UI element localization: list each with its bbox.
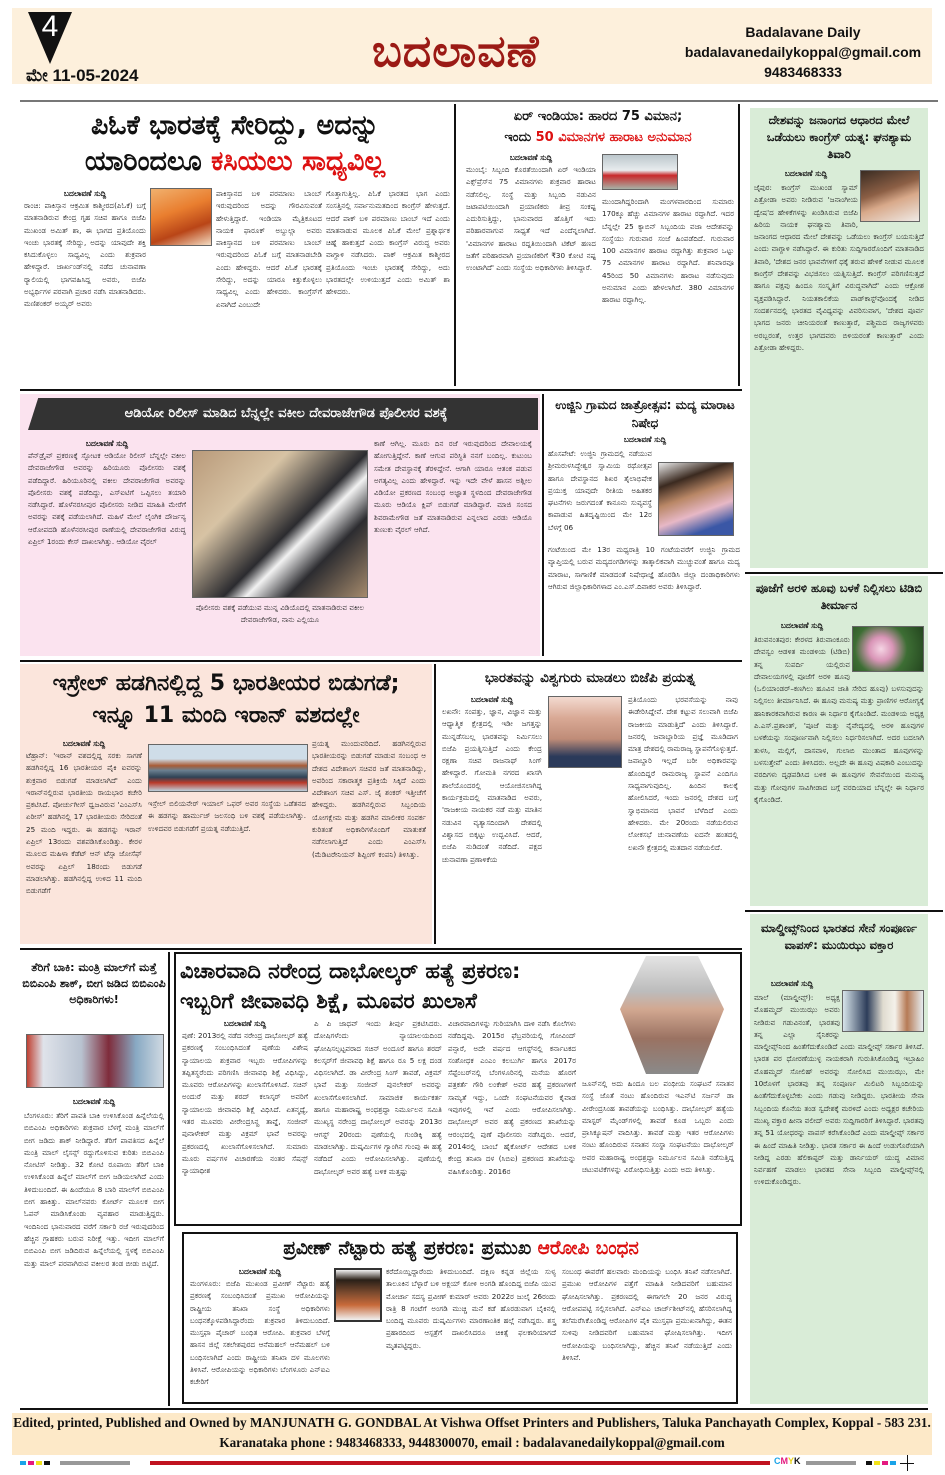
article-body: ಇಸ್ರೇಲ್ ಬಿಲಿಯನೇರ್ ಇಯಾಲ್ ಒಫರ್ ಅವರ ಸಂಸ್ಥೆಯ ಒಡೆತನದ ಈ ಹಡಗನ್ನು ಹಾರ್ಮುಜ್ ಜಲಸಂಧಿ ಬಳಿ ವಶಕ್ಕೆ ಪಡೆಯಲಾಗಿತ್ತು. ಉಳಿದವರ ಬಿಡುಗಡೆಗೆ ಪ್ರಯತ್ನ ನಡೆಯುತ್ತಿದೆ.: [148, 799, 306, 833]
column-rule: [745, 910, 943, 912]
article-body: ಕರೆದೊಯ್ದಿದ್ದಾರೆಂದು ತಿಳಿದುಬಂದಿದೆ. ದಕ್ಷಿಣ ಕನ್ನಡ ಜಿಲ್ಲೆಯ ಸುಳ್ಯ ತಾಲೂಕಿನ ಬೆಳ್ಳಾರೆ ಬಳಿ ಅಕ್ಷಯ್ ಕೋಳಿ ಅಂಗಡಿ ಹೊಂದಿದ್ದ ಬಿಜೆಪಿ ಯುವ ಮೋರ್ಚಾ ಸದಸ್ಯ ಪ್ರವೀಣ್ ಕುಮಾರ್ ಅವರು 2022ರ ಜುಲೈ 26ರಂದು ರಾತ್ರಿ 8 ಗಂಟೆಗೆ ಅಂಗಡಿ ಮುಚ್ಚಿ ಮನೆ ಕಡೆ ಹೊರಡುವಾಗ ಬೈಕಿನಲ್ಲಿ ಬಂದಿದ್ದ ಮೂವರು ದುಷ್ಕರ್ಮಿಗಳು ಮಾರಣಾಂತಿಕ ಹಲ್ಲೆ ನಡೆಸಿದ್ದರು. ಶಸ್ತ್ರ ಪ್ರಹಾರದಿಂದ ಆಸ್ಪತ್ರೆಗೆ ದಾಖಲಿಸಿದರೂ ಚಿಕಿತ್ಸೆ ಫಲಕಾರಿಯಾಗದೆ ಮೃತಪಟ್ಟಿದ್ದರು.: [386, 1267, 556, 1350]
article-body: ಮುಂದಾಗಿದ್ದರಿಂದಾಗಿ ಮಂಗಳವಾರದಿಂದ ಸುಮಾರು 170ಕ್ಕೂ ಹೆಚ್ಚು ವಿಮಾನಗಳ ಹಾರಾಟ ರದ್ದಾಗಿದೆ. ಇದರ ಬೆನ್ನಲ್ಲೇ 25 ಕ್ಯಾಬಿನ್ ಸಿಬ್ಬಂದಿಯ ವಜಾ ಆದೇಶವನ್ನು ಸಂಸ್ಥೆಯು ಗುರುವಾರ ಸಂಜೆ ಹಿಂಪಡೆದಿದೆ. ಗುರುವಾರ 100 ವಿಮಾನಗಳ ಹಾರಾಟ ರದ್ದಾಗಿತ್ತು ಶುಕ್ರವಾರ ಒಟ್ಟು 75 ವಿಮಾನಗಳ ಹಾರಾಟ ರದ್ದಾಗಿದೆ. ಶನಿವಾರವೂ 45ರಿಂದ 50 ವಿಮಾನಗಳು ಹಾರಾಟ ನಡೆಸುವುದು ಅನುಮಾನ ಎಂದು ಹೇಳಲಾಗಿದೆ. 380 ವಿಮಾನಗಳ ಹಾರಾಟ ರದ್ದಾಗಿಲ್ಲ.: [602, 197, 734, 305]
section-rule: [20, 389, 742, 391]
registration-mark-yellow: [36, 1461, 42, 1465]
registration-mark-black: [44, 1461, 50, 1465]
article-body: ಟೆಹ್ರಾನ್: 'ಇರಾನ್ ವಶದಲ್ಲಿದ್ದ ಸರಕು ಸಾಗಣೆ ಹಡಗಿನಲ್ಲಿದ್ದ 16 ಭಾರತೀಯರ ಪೈಕಿ ಐವರನ್ನು ಶುಕ್ರವಾರ ಬಿಡುಗಡೆ ಮಾಡಲಾಗಿದೆ' ಎಂದು ಇರಾನ್‌ನಲ್ಲಿರುವ ಭಾರತೀಯ ರಾಯಭಾರ ಕಚೇರಿ ಪ್ರಕಟಿಸಿದೆ. ಪೋರ್ಚುಗೀಸ್ ಧ್ವಜವಿರುವ 'ಎಂಎಸ್‌ಸಿ ಏರೀಸ್' ಹಡಗಿನಲ್ಲಿ 17 ಭಾರತೀಯರು ಸೇರಿದಂತೆ 25 ಮಂದಿ ಇದ್ದರು. ಈ ಹಡಗನ್ನು ಇರಾನ್ ಏಪ್ರಿಲ್ 13ರಂದು ವಶಪಡಿಸಿಕೊಂಡಿತ್ತು. ಕೇರಳ ಮೂಲದ ಮಹಿಳಾ ಕೆಡೆಟ್ ಆನ್ ಟೆಸ್ಸಾ ಜೋಸೆಫ್ ಅವರನ್ನು ಏಪ್ರಿಲ್ 18ರಂದು ಬಿಡುಗಡೆ ಮಾಡಲಾಗಿತ್ತು. ಹಡಗಿನಲ್ಲಿದ್ದ ಉಳಿದ 11 ಮಂದಿ ಬಿಡುಗಡೆಗೆ: [26, 751, 142, 896]
article-body: ಜೂನ್‌ನಲ್ಲಿ ಅದು ಹಿಂದೂ ಬಲ ಪಂಥೀಯ ಸಂಘಟನೆ ಸನಾತನ ಸಂಸ್ಥೆ ಜೊತೆ ನಂಟು ಹೊಂದಿರುವ ಇಎನ್‌ಟಿ ಸರ್ಜನ್ ಡಾ ವೀರೇಂದ್ರಸಿಂಹ ತಾವಡೆಯನ್ನು ಬಂಧಿಸಿತ್ತು. ದಾಭೋಲ್ಕರ್ ಹತ್ಯೆಯ ಮಾಸ್ಟರ್ ಮೈಂಡ್‌ಗಳಲ್ಲಿ ತಾವಡೆ ಕೂಡ ಒಬ್ಬರು ಎಂದು ಪ್ರಾಸಿಕ್ಯೂಷನ್ ವಾದಿಸಿತ್ತು. ತಾವಡೆ ಮತ್ತು ಇತರ ಆರೋಪಿಗಳು ನಂಟು ಹೊಂದಿರುವ ಸನಾತನ ಸಂಸ್ಥಾ ಸಂಘಟನೆಯು ದಾಭೋಲ್ಕರ್ ಅವರ ಮಹಾರಾಷ್ಟ್ರ ಅಂಧಶ್ರದ್ಧಾ ನಿರ್ಮೂಲನ ಸಮಿತಿ ನಡೆಸುತ್ತಿದ್ದ ಚಟುವಟಿಕೆಗಳನ್ನು ವಿರೋಧಿಸುತ್ತಿತ್ತು ಎಂದು ಅದು ತಿಳಿಸಿತ್ತು.: [582, 1079, 734, 1175]
registration-mark-magenta: [28, 1461, 34, 1465]
registration-mark-yellow: [874, 1461, 880, 1465]
article-body: ಬೆಂಗಳೂರು: ತೆರಿಗೆ ಪಾವತಿ ಬಾಕಿ ಉಳಿಸಿಕೊಂಡ ಹಿನ್ನೆಲೆಯಲ್ಲಿ ಬಿಬಿಎಂಪಿ ಅಧಿಕಾರಿಗಳು ಶುಕ್ರವಾರ ಬೆಳಗ್ಗೆ ಮಂತ್ರಿ ಮಾಲ್‌ಗೆ ಬೀಗ ಜಡಿದು ಶಾಕ್ ನೀಡಿದ್ದಾರೆ. ತೆರಿಗೆ ಪಾವತಿಸದ ಹಿನ್ನೆಲೆ ಮಂತ್ರಿ ಮಾಲ್ ಲೈಸನ್ಸ್ ರದ್ದುಗೊಳಿಸುವ ಕುರಿತು ಬಿಬಿಎಂಪಿ ನೋಟಿಸ್ ನೀಡಿತ್ತು. 32 ಕೋಟಿ ರೂಪಾಯಿ ತೆರಿಗೆ ಬಾಕಿ ಉಳಿಸಿಕೊಂಡ ಹಿನ್ನೆಲೆ ಮಾಲ್‌ಗೆ ಬೀಗ ಜಡಿಯಲಾಗಿದೆ ಎಂದು ತಿಳಿದುಬಂದಿದೆ. ಈ ಹಿಂದೆಯೂ 8 ಬಾರಿ ಮಾಲ್‌ಗೆ ಬಿಬಿಎಂಪಿ ಬೀಗ ಹಾಕಿತ್ತು. ಮಾಲ್‌ನವರು ಕೋರ್ಟ್ ಮೂಲಕ ಬೀಗ ಓಪನ್ ಮಾಡಿಸಿಕೊಂಡು ವ್ಯವಹಾರ ಮಾಡುತ್ತಿದ್ದರು. ಇಂದಿನಿಂದ ಭಾನುವಾರದ ವರೆಗೆ ಸರ್ಕಾರಿ ರಜೆ ಇರುವುದರಿಂದ ಹೆಚ್ಚಿನ ಗ್ರಾಹಕರು ಬರುವ ನಿರೀಕ್ಷೆ ಇತ್ತು. ಇದೀಗ ಮಾಲ್‌ಗೆ ಬಿಬಿಎಂಪಿ ಬೀಗ ಜಡಿದಿರುವ ಹಿನ್ನೆಲೆಯಲ್ಲಿ ಸ್ಥಳಕ್ಕೆ ಬಿಬಿಎಂಪಿ ಮತ್ತು ಮಾಲ್ ಪರವಾಗಿರುವ ವಕೀಲರ ತಂಡ ಬೀಡು ಬಿಟ್ಟಿದೆ.: [24, 1111, 164, 1268]
newspaper-logo: ಬದಲಾವಣೆ: [372, 26, 540, 77]
article-pok: [20, 104, 456, 386]
article-body: ಪುಣೆ: 2013ರಲ್ಲಿ ನಡೆದ ನರೇಂದ್ರ ದಾಭೋಲ್ಕರ್ ಹತ್ಯೆ ಪ್ರಕರಣಕ್ಕೆ ಸಂಬಂಧಿಸಿದಂತೆ ಪುಣೆಯ ವಿಶೇಷ ನ್ಯಾಯಾಲಯ ಶುಕ್ರವಾರ ಇಬ್ಬರು ಆರೋಪಿಗಳನ್ನು ತಪ್ಪಿತಸ್ಥರೆಂದು ಪರಿಗಣಿಸಿ ಜೀವಾವಧಿ ಶಿಕ್ಷೆ ವಿಧಿಸಿದ್ದು, ಮೂವರು ಆರೋಪಿಗಳನ್ನು ಖುಲಾಸೆಗೊಳಿಸಿದೆ. ಸಚಿನ್ ಅಂದುರೆ ಮತ್ತು ಶರದ್ ಕಲಾಸ್ಕರ್ ಅವರಿಗೆ ನ್ಯಾಯಾಲಯ ಜೀವಾವಧಿ ಶಿಕ್ಷೆ ವಿಧಿಸಿದೆ. ಏತನ್ಮಧ್ಯೆ, ಇತರ ಮೂವರು ವೀರೇಂದ್ರಸಿನ್ಹ ತಾವ್ಡೆ, ಸಂಜೀವ್ ಪುನಾಳೇಕರ್ ಮತ್ತು ವಿಕ್ರಮ್ ಭಾವೆ ಅವರನ್ನು ಪ್ರಕರಣದಲ್ಲಿ ಖುಲಾಸೆಗೊಳಿಸಲಾಗಿದೆ. ಸುಮಾರು ಮೂರು ವರ್ಷಗಳ ವಿಚಾರಣೆಯ ನಂತರ ಸೆಷನ್ಸ್ ನ್ಯಾಯಾಧೀಶ: [182, 1031, 308, 1176]
registration-mark-cyan: [20, 1461, 26, 1465]
registration-bar-red: [150, 1461, 770, 1465]
article-israel-headline[interactable]: ಇಸ್ರೇಲ್ ಹಡಗಿನಲ್ಲಿದ್ದ 5 ಭಾರತೀಯರ ಬಿಡುಗಡೆ; ಇನ್ನೂ 11 ಮಂದಿ ಇರಾನ್ ವಶದಲ್ಲೇ: [52, 671, 400, 728]
byline: ಬದಲಾವಣೆ ಸುದ್ದಿ: [238, 1267, 282, 1276]
registration-bar-grey: [806, 1461, 856, 1465]
article-body: ಸಂಬಂಧ ಈವರೆಗೆ ಹಲವಾರು ಮಂದಿಯನ್ನು ಬಂಧಿಸಿ ತನಿಖೆ ನಡೆಸಲಾಗಿದೆ. ಪ್ರಮುಖ ಆರೋಪಿಗಳ ಪತ್ತೆಗೆ ಮಾಹಿತಿ ನೀಡಿದವರಿಗೆ ಬಹುಮಾನ ಘೋಷಿಸಲಾಗಿತ್ತು. ಪ್ರಕರಣದಲ್ಲಿ ಈಗಾಗಲೇ 20 ಜನರ ವಿರುದ್ಧ ಆರೋಪಪಟ್ಟಿ ಸಲ್ಲಿಸಲಾಗಿದೆ. ಎನ್‌ಐಎ ಚಾರ್ಜ್‌ಶೀಟ್‌ನಲ್ಲಿ ಹೆಸರಿಸಲಾಗಿದ್ದ ತಲೆಮರೆಸಿಕೊಂಡಿದ್ದ ಆರೋಪಿಗಳ ಪೈಕಿ ಮುಸ್ತಫಾ ಪ್ರಮುಖನಾಗಿದ್ದು, ಈತನ ಸುಳಿವು ನೀಡಿದವರಿಗೆ ಬಹುಮಾನ ಘೋಷಿಸಲಾಗಿತ್ತು. ಇದೀಗ ಆರೋಪಿಯನ್ನು ಬಂಧಿಸಲಾಗಿದ್ದು, ಹೆಚ್ಚಿನ ತನಿಖೆ ನಡೆಯುತ್ತಿದೆ ಎಂದು ತಿಳಿಸಿವೆ.: [562, 1267, 732, 1363]
issue-date: ಮೇ 11-05-2024: [26, 66, 139, 85]
section-rule: [20, 948, 742, 950]
article-israel: [20, 664, 432, 944]
article-dabholkar: [174, 952, 742, 1226]
article-body: ಲಖನೌ: ಸಂಪತ್ತು, ಜ್ಞಾನ, ವಿಜ್ಞಾನ ಮತ್ತು ಆಧ್ಯಾತ್ಮಿಕ ಕ್ಷೇತ್ರದಲ್ಲಿ ಇಡೀ ಜಗತ್ತನ್ನು ಮುನ್ನಡೆಸಬಲ್ಲ ಭಾರತವನ್ನು ನಿರ್ಮಿಸಲು ಬಿಜೆಪಿ ಪ್ರಯತ್ನಿಸುತ್ತಿದೆ ಎಂದು ಕೇಂದ್ರ ರಕ್ಷಣಾ ಸಚಿವ ರಾಜನಾಥ್ ಸಿಂಗ್ ಹೇಳಿದ್ದಾರೆ. ಗೋಮತಿ ನಗರದ ಖಾಸಗಿ ಶಾಲೆಯೊಂದರಲ್ಲಿ ಆಯೋಜಿಸಲಾಗಿದ್ದ ಕಾರ್ಯಕ್ರಮದಲ್ಲಿ ಮಾತನಾಡಿದ ಅವರು, 'ರಾಜಕೀಯ ನಾಯಕರ ನಡೆ ಮತ್ತು ಮಾತಿನ ನಡುವಿನ ವ್ಯತ್ಯಾಸದಿಂದಾಗಿ ದೇಶದಲ್ಲಿ ವಿಶ್ವಾಸದ ಬಿಕ್ಕಟ್ಟು ಉದ್ಭವಿಸಿದೆ. ಆದರೆ, ಬಿಜೆಪಿ ನುಡಿದಂತೆ ನಡೆದಿದೆ. ಪಕ್ಷದ ಚುನಾವಣಾ ಪ್ರಣಾಳಿಕೆಯ: [442, 707, 542, 864]
divakar-photo: [658, 462, 734, 536]
praveen-photo: [334, 1268, 382, 1322]
article-audio: [20, 394, 540, 656]
byline: ಬದಲಾವಣೆ ಸುದ್ದಿ: [770, 979, 814, 988]
article-praveen-headline[interactable]: ಪ್ರವೀಣ್ ನೆಟ್ಟಾರು ಹತ್ಯೆ ಪ್ರಕರಣ: ಪ್ರಮುಖ ಆರೋಪಿ ಬಂಧನ: [283, 1238, 639, 1259]
byline: ಬದಲಾವಣೆ ಸುದ್ದಿ: [784, 169, 828, 178]
article-maldives-headline[interactable]: ಮಾಲ್ಡೀವ್ಸ್‌ನಿಂದ ಭಾರತದ ಸೇನೆ ಸಂಪೂರ್ಣ ವಾಪಸ್: ಮುಯಿಝು ವಕ್ತಾರ: [760, 921, 918, 952]
article-body: ಪೆನ್‌ಡ್ರೈವ್ ಪ್ರಕರಣಕ್ಕೆ ಸ್ಫೋಟಕ ಆಡಿಯೋ ರಿಲೀಸ್ ಬೆನ್ನಲ್ಲೇ ವಕೀಲ ದೇವರಾಜೇಗೌಡ ಅವರನ್ನು ಹಿರಿಯೂರು ಪೊಲೀಸರು ವಶಕ್ಕೆ ಪಡೆದಿದ್ದಾರೆ. ಹಿರಿಯೂರಿನಲ್ಲಿ ವಕೀಲ ದೇವರಾಜೇಗೌಡ ಅವರನ್ನು ಪೊಲೀಸರು ವಶಕ್ಕೆ ಪಡೆದಿದ್ದು, ಎಸ್‌ಐಟಿಗೆ ಒಪ್ಪಿಸಲು ತಯಾರಿ ನಡೆಸಿದ್ದಾರೆ. ಹೊಳೆನರಸೀಪುರ ಪೊಲೀಸರು ನೀಡಿದ ಮಾಹಿತಿ ಮೇರೆಗೆ ಅವರನ್ನು ವಶಕ್ಕೆ ಪಡೆಯಲಾಗಿದೆ. ಮಹಿಳೆ ಮೇಲೆ ಲೈಂಗಿಕ ದೌರ್ಜನ್ಯ ಆರೋಪದಡಿ ಹೊಳೆನರಸೀಪುರ ಠಾಣೆಯಲ್ಲಿ ದೇವರಾಜೇಗೌಡ ವಿರುದ್ಧ ಏಪ್ರಿಲ್ 1ರಂದು ಕೇಸ್ ದಾಖಲಾಗಿತ್ತು. ಆಡಿಯೋ ವೈರಲ್: [28, 451, 186, 547]
article-tiwari: [750, 108, 928, 568]
article-body: ಗಂಟೆಯಿಂದ ಮೇ 13ರ ಮಧ್ಯರಾತ್ರಿ 10 ಗಂಟೆಯವರೆಗೆ ಉಜ್ಜಿನಿ ಗ್ರಾಮದ ವ್ಯಾಪ್ತಿಯಲ್ಲಿ ಬರುವ ಮದ್ಯದಂಗಡಿಗಳನ್ನು ತಾತ್ಕಾಲಿಕವಾಗಿ ಮುಚ್ಚುವಂತೆ ಹಾಗೂ ಮದ್ಯ ಮಾರಾಟ, ಸಾಗಾಣಿಕೆ ಮಾಡದಂತೆ ನಿಷೇಧಾಜ್ಞೆ ಹೊರಡಿಸಿ ಜಿಲ್ಲಾ ದಂಡಾಧಿಕಾರಿಗಳು ಆಗಿರುವ ಜಿಲ್ಲಾಧಿಕಾರಿಗಳಾದ ಎಂ.ಎಸ್.ದಿವಾಕರ ಅವರು ತಿಳಿಸಿದ್ದಾರೆ.: [548, 545, 740, 591]
article-flower: [750, 576, 928, 906]
article-mall: [20, 952, 170, 1406]
article-ujjini: [542, 394, 742, 656]
photo-caption: ಪೊಲೀಸರು ವಶಕ್ಕೆ ಪಡೆಯುವ ಮುನ್ನ ವಿಡಿಯೊದಲ್ಲಿ ಮಾತನಾಡಿರುವ ವಕೀಲ ದೇವರಾಜೇಗೌಡ, ನಾನು ಎಲ್ಲಿಯೂ: [195, 603, 365, 625]
article-body: ತಿರುವನಂತಪುರ: ಕೇರಳದ ತಿರುವಾಂಕೂರು ದೇವಸ್ವಂ ಆಡಳಿತ ಮಂಡಳಿಯ (ಟಿಡಿಬಿ) ತನ್ನ ಸುಪರ್ದಿ ಯಲ್ಲಿರುವ ದೇವಾಲಯಗಳಲ್ಲಿ ಪೂಜೆಗೆ ಅರಳಿ ಹೂವು (ಒಲಿಯಾಂಡರ್–ಕಣಗಿಲು ಹೂವಿನ ಜಾತಿ ಸೇರಿದ ಹೂವು) ಬಳಸುವುದನ್ನು ನಿಲ್ಲಿಸಲು ತೀರ್ಮಾನಿಸಿದೆ. ಈ ಹೂವು ಮನುಷ್ಯ ಮತ್ತು ಪ್ರಾಣಿಗಳ ಆರೋಗ್ಯಕ್ಕೆ ಹಾನಿಕಾರಕವಾಗಿರುವ ಕಾರಣ ಈ ನಿರ್ಧಾರ ಕೈಗೊಂಡಿದೆ. ಮಂಡಳಿಯ ಅಧ್ಯಕ್ಷ ಪಿ.ಎಸ್.ಪ್ರಶಾಂತ್, 'ಪೂಜೆ ಮತ್ತು ನೈವೇದ್ಯದಲ್ಲಿ ಅರಳಿ ಹೂವುಗಳ ಬಳಕೆಯನ್ನು ಸಂಪೂರ್ಣವಾಗಿ ನಿಲ್ಲಿಸಲು ನಿರ್ಧರಿಸಲಾಗಿದೆ. ಅದರ ಬದಲಾಗಿ ತುಳಸಿ, ಮಲ್ಲಿಗೆ, ದಾಸವಾಳ, ಗುಲಾಬಿ ಮುಂತಾದ ಹೂವುಗಳನ್ನು ಬಳಸುತ್ತೇವೆ' ಎಂದು ತಿಳಿಸಿದರು. ಅಲ್ಲದೇ ಈ ಹೂವು ವಿಷಕಾರಿ ಎಂಬುದನ್ನು ವರದಿಗಳು ದೃಢಪಡಿಸಿದ ಬಳಿಕ ಈ ಹೂವುಗಳ ಸೇವನೆಯಿಂದ ಮನುಷ್ಯ ಮತ್ತು ಗೋವುಗಳ ಸಾವಿಗೀಡಾದ ಬಗ್ಗೆ ವರದಿಯಾದ ಬೆನ್ನಲ್ಲೇ ಈ ನಿರ್ಧಾರ ಕೈಗೊಂಡಿದೆ.: [754, 635, 924, 804]
article-dabholkar-headline[interactable]: ವಿಚಾರವಾದಿ ನರೇಂದ್ರ ದಾಭೋಲ್ಕರ್ ಹತ್ಯೆ ಪ್ರಕರಣ: ಇಬ್ಬರಿಗೆ ಜೀವಾವಧಿ ಶಿಕ್ಷೆ, ಮೂವರ ಖುಲಾಸೆ: [180, 959, 521, 1013]
registration-bar-grey: [60, 1461, 130, 1465]
masthead-rule: [20, 100, 938, 102]
msc-ship-photo: [148, 744, 308, 792]
article-body: ಪ್ರಯತ್ನ ಮುಂದುವರಿದಿದೆ. ಹಡಗಿನಲ್ಲಿರುವ ಭಾರತೀಯರನ್ನು ಬಿಡುಗಡೆ ಮಾಡುವ ಸಂಬಂಧ ಆ ದೇಶದ ವಿದೇಶಾಂಗ ಸಚಿವರ ಜತೆ ಮಾತನಾಡಿದ್ದು, ಅವರಿಂದ ಸಕಾರಾತ್ಮಕ ಪ್ರತಿಕ್ರಿಯೆ ಸಿಕ್ಕಿದೆ ಎಂದು ವಿದೇಶಾಂಗ ಸಚಿವ ಎಸ್. ಜೈ ಶಂಕರ್ ಇತ್ತೀಚೆಗೆ ಹೇಳಿದ್ದರು. ಹಡಗಿನಲ್ಲಿರುವ ಸಿಬ್ಬಂದಿಯ ಯೋಗಕ್ಷೇಮ ಮತ್ತು ಹಡಗಿನ ಮಾಲೀಕರ ಸಂಪರ್ಕ ಕುರಿತಂತೆ ಅಧಿಕಾರಿಗಳೊಂದಿಗೆ ಮಾತುಕತೆ ನಡೆಸಲಾಗುತ್ತಿದೆ ಎಂದು ಎಂಎಸ್‌ಸಿ (ಮೆಡಿಟರೇನಿಯನ್ ಶಿಪ್ಪಿಂಗ್ ಕಂಪನಿ) ತಿಳಿಸಿತ್ತು.: [312, 739, 426, 859]
article-body: ರಾಂಚಿ: ಪಾಕಿಸ್ತಾನ ಆಕ್ರಮಿತ ಕಾಶ್ಮೀರದ(ಪಿಓಕೆ) ಬಗ್ಗೆ ಮಾತನಾಡಿರುವ ಕೇಂದ್ರ ಗೃಹ ಸಚಿವ ಹಾಗೂ ಬಿಜೆಪಿ ಮುಖಂಡ ಅಮಿತ್ ಶಾ, ಈ ಭಾಗದ ಪ್ರತಿಯೊಂದು ಇಂಚು ಭಾರತಕ್ಕೆ ಸೇರಿದ್ದು, ಅದನ್ನು ಯಾವುದೇ ಶಕ್ತಿ ಕಸಿದುಕೊಳ್ಳಲು ಸಾಧ್ಯವಿಲ್ಲ ಎಂದು ಶುಕ್ರವಾರ ಹೇಳಿದ್ದಾರೆ. ಜಾರ್ಖಂಡ್‌ನಲ್ಲಿ ನಡೆದ ಚುನಾವಣಾ ರ್‍ಯಾಲಿಯಲ್ಲಿ ಭಾಗವಹಿಸಿದ್ದ ಅವರು, ಬಿಜೆಪಿ ಅಭ್ಯರ್ಥಿಗಳ ಪರವಾಗಿ ಪ್ರಚಾರ ನಡೆಸಿ ಮಾತನಾಡಿದರು. ಮಣಿಶಂಕರ್ ಅಯ್ಯರ್ ಅವರು: [24, 201, 146, 309]
article-flower-headline[interactable]: ಪೂಜೆಗೆ ಅರಳಿ ಹೂವು ಬಳಕೆ ನಿಲ್ಲಿಸಲು ಟಿಡಿಬಿ ತೀರ್ಮಾನ: [755, 581, 923, 612]
byline: ಬದಲಾವಣೆ ಸುದ್ದಿ: [72, 1097, 116, 1106]
rajnath-singh-photo: [548, 696, 622, 768]
article-maldives: [750, 914, 928, 1404]
article-body: ಗೊತ್ತಾಗುತ್ತಿಲ್ಲ. ಪಿಓಕೆ ಭಾರತದ ಭಾಗ ಎಂದು ಸಂಸತ್ತಿನಲ್ಲಿ ಸರ್ವಾನುಮತದಿಂದ ಕಾಂಗ್ರೆಸ್ ಹೇಳುತ್ತದೆ. ಆದರೆ ಪಾಕ್ ಬಳಿ ಪರಮಾಣು ಬಾಂಬ್ ಇದೆ ಎಂದು ಮಾತನಾಡುವ ಮೂಲಕ ಪಿಓಕೆ ಮೇಲೆ ಪ್ರಶ್ನಾರ್ಥಕ ಚಿಹ್ನೆ ಹಾಕುತ್ತದೆ ಎಂದು ಕಾಂಗ್ರೆಸ್ ವಿರುದ್ಧ ಅವರು ವಾಗ್ದಾಳಿ ನಡೆಸಿದರು. ಪಾಕ್ ಆಕ್ರಮಿತ ಕಾಶ್ಮೀರದ ಪ್ರತಿಯೊಂದು ಇಂಚು ಭಾರತಕ್ಕೆ ಸೇರಿದ್ದು, ಅದು ಭಾರತದಲ್ಲೇ ಉಳಿಯುತ್ತದೆ ಎಂದು ಅಮಿತ್ ಶಾ ಹೇಳಿದರು.: [326, 189, 450, 297]
imprint-line-2: Karanataka phone : 9483468333, 9448300070, email : badalavanedailykoppal@gmail.com: [219, 1435, 725, 1450]
masthead-contact: [648, 22, 945, 82]
article-body: ಪಿ ಪಿ ಜಾಧವ್ ಇಂದು ತೀರ್ಪು ಪ್ರಕಟಿಸಿದರು. ದೋಷಿಗಳೆಂದು ನ್ಯಾಯಾಲಯದಿಂದ ಘೋಷಿಸಲ್ಪಟ್ಟವರಾದ ಸಚಿನ್ ಅಂದೂರೆ ಹಾಗೂ ಶರದ್ ಕಲಸ್ಕರ್‌ಗೆ ಜೀವಾವಧಿ ಶಿಕ್ಷೆ ಹಾಗೂ ರೂ 5 ಲಕ್ಷ ದಂಡ ವಿಧಿಸಲಾಗಿದೆ. ಡಾ ವೀರೇಂದ್ರ ಸಿಂಗ್ ತಾವಡೆ, ವಿಕ್ರಮ್ ಭಾವೆ ಮತ್ತು ಸಂಜೀವ್ ಪುನಲೇಕರ್ ಅವರನ್ನು ಖುಲಾಸೆಗೊಳಿಸಲಾಗಿದೆ. ಸಾಮಾಜಿಕ ಕಾರ್ಯಕರ್ತ ಹಾಗೂ ಮಹಾರಾಷ್ಟ್ರ ಅಂಧಶ್ರದ್ಧಾ ನಿರ್ಮೂಲನ ಸಮಿತಿ ಮುಖ್ಯಸ್ಥ ನರೇಂದ್ರ ದಾಭೋಲ್ಕರ್ ಅವರನ್ನು 2013ರ ಆಗಸ್ಟ್ 20ರಂದು ಪುಣೆಯಲ್ಲಿ ಗುಂಡಿಕ್ಕಿ ಹತ್ಯೆ ಮಾಡಲಾಗಿತ್ತು. ದುಷ್ಕರ್ಮಿಗಳ ಗ್ಯಾಂಗಿನ ಗುಂಪು ಈ ಹತ್ಯೆ ನಡೆದಿದೆ ಎಂದು ಆರೋಪಿಸಲಾಗಿತ್ತು. ಪುಣೆಯಲ್ಲಿ ದಾಭೋಲ್ಕರ್ ಅವರ ಹತ್ಯೆ ಬಳಿಕ ಮತ್ತಷ್ಟು: [314, 1019, 442, 1176]
article-body: ಮಾಲೆ (ಮಾಲ್ಡೀವ್ಸ್): ಅಧ್ಯಕ್ಷ ಮೊಹಮ್ಮದ್ ಮುಯಿಝು ಅವರು ನೀಡಿರುವ ಗಡುವಿನಂತೆ, ಭಾರತವು ತನ್ನ ಎಲ್ಲಾ ಸೈನಿಕರನ್ನು ಮಾಲ್ಡೀವ್ಸ್‌ನಿಂದ ಹಿಂತೆಗೆದುಕೊಂಡಿದೆ ಎಂದು ಮಾಲ್ಡೀವ್ಸ್ ಸರ್ಕಾರ ತಿಳಿಸಿದೆ. ಭಾರತ ಪರ ಧೋರಣೆಯುಳ್ಳ ನಾಯಕರಾಗಿ ಗುರುತಿಸಿಕೊಂಡಿದ್ದ ಇಬ್ರಾಹಿಂ ಮೊಹಮ್ಮದ್ ಸೋಲಿಹ್ ಅವರನ್ನು ಸೋಲಿಸಿದ ಮುಯಿಝು, ಮೇ 10ರೊಳಗೆ ಭಾರತವು ತನ್ನ ಸಂಪೂರ್ಣ ಮಿಲಿಟರಿ ಸಿಬ್ಬಂದಿಯನ್ನು ಹಿಂತೆಗೆದುಕೊಳ್ಳಬೇಕು ಎಂದು ಗಡುವು ನೀಡಿದ್ದರು. ಭಾರತೀಯ ಸೇನಾ ಸಿಬ್ಬಂದಿಯ ಕೊನೆಯ ತಂಡ ಸ್ವದೇಶಕ್ಕೆ ಮರಳಿದೆ ಎಂದು ಅಧ್ಯಕ್ಷರ ಕಚೇರಿಯ ಮುಖ್ಯ ವಕ್ತಾರ ಹೀನಾ ವಲೀದ್ ಅವರು ಸುದ್ದಿಗಾರರಿಗೆ ತಿಳಿಸಿದ್ದಾರೆ. ಭಾರತವು ತನ್ನ 51 ಯೋಧರನ್ನು ವಾಪಸ್ ಕರೆಸಿಕೊಂಡಿದೆ ಎಂದು ಮಾಲ್ಡೀವ್ಸ್ ಸರ್ಕಾರ ಈ ಹಿಂದೆ ಮಾಹಿತಿ ನೀಡಿತ್ತು. ಭಾರತ ಸರ್ಕಾರ ಈ ಹಿಂದೆ ಉಡುಗೊರೆಯಾಗಿ ನೀಡಿದ್ದ ಎರಡು ಹೆಲಿಕಾಪ್ಟರ್ ಮತ್ತು ಡಾರ್ನಿಯರ್ ಯುದ್ಧ ವಿಮಾನ ನಿರ್ವಹಣೆ ಮಾಡಲು ಭಾರತದ ಸೇನಾ ಸಿಬ್ಬಂದಿ ಮಾಲ್ಡೀವ್ಸ್‌ನಲ್ಲಿ ಉಳಿದುಕೊಂಡಿದ್ದರು.: [754, 993, 924, 1187]
byline: ಬದಲಾವಣೆ ಸುದ್ದಿ: [509, 153, 553, 162]
article-rajnath-headline[interactable]: ಭಾರತವನ್ನು ವಿಶ್ವಗುರು ಮಾಡಲು ಬಿಜೆಪಿ ಪ್ರಯತ್ನ: [484, 670, 696, 686]
byline: ಬದಲಾವಣೆ ಸುದ್ದಿ: [85, 439, 129, 448]
devarajegowda-photo: [192, 450, 368, 598]
amit-shah-photo: [150, 188, 212, 246]
byline: ಬದಲಾವಣೆ ಸುದ್ದಿ: [623, 435, 667, 444]
article-rajnath: [434, 664, 742, 944]
imprint-footer: [12, 1413, 932, 1455]
article-body: ಹೊಸಪೇಟೆ: ಉಜ್ಜಿನಿ ಗ್ರಾಮದಲ್ಲಿ ನಡೆಯುವ ಶ್ರೀಮರುಳಸಿದ್ಧೇಶ್ವರ ಸ್ವಾಮಿಯ ರಥೋತ್ಸವ ಹಾಗೂ ದೇವಸ್ಥಾನದ ಶಿಖರ ತೈಲಾಭಿಷೇಕ ಪ್ರಯುಕ್ತ ಯಾವುದೇ ರೀತಿಯ ಅಹಿತಕರ ಘಟನೆಗಳು ಜರುಗದಂತೆ ಕಾನೂನು ಸುವ್ಯವಸ್ಥೆ ಕಾಪಾಡುವ ಹಿತದೃಷ್ಟಿಯಿಂದ ಮೇ 12ರ ಬೆಳಗ್ಗೆ 06: [548, 449, 652, 532]
byline: ಬದಲಾವಣೆ ಸುದ್ದಿ: [63, 189, 107, 198]
page-number: 4: [41, 10, 59, 43]
cmyk-label: CMYK: [774, 1456, 801, 1466]
dabholkar-photo: [620, 956, 724, 1074]
article-praveen: [182, 1232, 738, 1404]
article-body: ಮುಂಬೈ: ಸಿಬ್ಬಂದಿ ಕೊರತೆಯಿಂದಾಗಿ ಏರ್ ಇಂಡಿಯಾ ಎಕ್ಸ್‌ಪ್ರೆಸ್‌ನ 75 ವಿಮಾನಗಳು ಶುಕ್ರವಾರ ಹಾರಾಟ ನಡೆಸಲಿಲ್ಲ. ಸಂಸ್ಥೆ ಮತ್ತು ಸಿಬ್ಬಂದಿ ನಡುವಿನ ಜಟಾಪಟಿಯಿಂದಾಗಿ ಪ್ರಯಾಣಿಕರು ತೀವ್ರ ಸಂಕಷ್ಟ ಎದುರಿಸುತ್ತಿದ್ದು, ಭಾನುವಾರದ ಹೊತ್ತಿಗೆ ಇದು ಪರಿಹಾರವಾಗುವ ಸಾಧ್ಯತೆ ಇದೆ ಎಂದೆನ್ನಲಾಗಿದೆ. 'ವಿಮಾನಗಳ ಹಾರಾಟ ರದ್ದತಿಯಿಂದಾಗಿ ಟಿಕೆಟ್ ಹಣದ ಜತೆಗೆ ಪರಿಹಾರವಾಗಿ ಪ್ರಯಾಣಿಕರಿಗೆ ₹30 ಕೋಟಿ ನಷ್ಟ ಉಂಟಾಗಿದೆ' ಎಂದು ಸಂಸ್ಥೆಯ ಅಧಿಕಾರಿಗಳು ತಿಳಿಸಿದ್ದಾರೆ.: [466, 165, 596, 273]
section-rule: [20, 660, 742, 662]
article-pok-headline[interactable]: ಪಿಓಕೆ ಭಾರತಕ್ಕೆ ಸೇರಿದ್ದು, ಅದನ್ನು ಯಾರಿಂದಲೂ ಕಸಿಯಲು ಸಾಧ್ಯವಿಲ್ಲ: [84, 110, 386, 177]
article-body: ಪಾಕಿಸ್ತಾನದ ಬಳಿ ಪರಮಾಣು ಬಾಂಬ್ ಇರುವುದರಿಂದ ಅದನ್ನು ಗೌರವಿಸುವಂತೆ ಹೇಳುತ್ತಿದ್ದಾರೆ. ಇಂಡಿಯಾ ಮೈತ್ರಿಕೂಟದ ನಾಯಕ ಫಾರೂಕ್ ಅಬ್ದುಲ್ಲಾ ಅವರು ಪಾಕಿಸ್ತಾನದ ಬಳಿ ಪರಮಾಣು ಬಾಂಬ್ ಇರುವುದರಿಂದ ಪಿಓಕೆ ಬಗ್ಗೆ ಮಾತನಾಡಬೇಡಿ ಎಂದು ಹೇಳಿದ್ದರು. ಆದರೆ ಪಿಓಕೆ ಭಾರತಕ್ಕೆ ಸೇರಿದ್ದು, ಅದನ್ನು ಯಾರೂ ಕಿತ್ತುಕೊಳ್ಳಲು ಸಾಧ್ಯವಿಲ್ಲ ಎಂದು ಹೇಳಿದರು. ಕಾಂಗ್ರೆಸ್‌ಗೆ ಏನಾಗಿದೆ ಎಂಬುದೇ: [216, 189, 322, 309]
imprint-line-1: Edited, printed, Published and Owned by MANJUNATH G. GONDBAL At Vishwa Offset Printers and Publishers, Taluka Panchayath Complex, Koppal - 583 231.: [13, 1415, 931, 1430]
section-rule: [20, 1408, 928, 1410]
mantri-mall-photo: [26, 1034, 164, 1088]
registration-mark-magenta: [882, 1461, 888, 1465]
crop-mark: [907, 1455, 908, 1471]
article-mall-headline[interactable]: ತೆರಿಗೆ ಬಾಕಿ: ಮಂತ್ರಿ ಮಾಲ್‌ಗೆ ಮತ್ತೆ ಬಿಬಿಎಂಪಿ ಶಾಕ್, ಬೀಗ ಜಡಿದ ಬಿಬಿಎಂಪಿ ಅಧಿಕಾರಿಗಳು!: [22, 961, 166, 1006]
article-body: ಪ್ರತಿಯೊಂದು ಭರವಸೆಯನ್ನು ನಾವು ಈಡೇರಿಸಿದ್ದೇವೆ. ದೇಶ ಕಟ್ಟುವ ಸಲುವಾಗಿ ಬಿಜೆಪಿ ರಾಜಕೀಯ ಮಾಡುತ್ತಿದೆ' ಎಂದು ತಿಳಿಸಿದ್ದಾರೆ. ಜನರಲ್ಲಿ ಜವಾಬ್ದಾರಿಯ ಪ್ರಜ್ಞೆ ಮೂಡಿದಾಗ ಮಾತ್ರ ದೇಶದಲ್ಲಿ ರಾಮರಾಜ್ಯ ಸ್ಥಾಪನೆಗೊಳ್ಳುತ್ತದೆ. ಜವಾಬ್ದಾರಿ ಇಲ್ಲದೆ ಬರೀ ಅಧಿಕಾರವನ್ನು ಹೊಂದಿದ್ದರೆ ರಾಮರಾಜ್ಯ ಸ್ಥಾಪನೆ ಎಂದಿಗೂ ಸಾಧ್ಯವಾಗುವುದಿಲ್ಲ. ಹಿಂದಿನ ಕಾಲಕ್ಕೆ ಹೋಲಿಸಿದರೆ, ಇಂದು ಜನರಲ್ಲಿ ದೇಶದ ಬಗ್ಗೆ ಸ್ವಾಭಿಮಾನದ ಭಾವನೆ ಬೆಳೆದಿದೆ ಎಂದು ಹೇಳಿದರು. ಮೇ 20ರಂದು ನಡೆಯಲಿರುವ ಲೋಕಸಭೆ ಚುನಾವಣೆಯ ಐದನೇ ಹಂತದಲ್ಲಿ ಲಖನೌ ಕ್ಷೇತ್ರದಲ್ಲಿ ಮತದಾನ ನಡೆಯಲಿದೆ.: [628, 695, 738, 852]
byline: ಬದಲಾವಣೆ ಸುದ್ದಿ: [780, 621, 824, 630]
article-audio-headline[interactable]: ಆಡಿಯೋ ರಿಲೀಸ್ ಮಾಡಿದ ಬೆನ್ನಲ್ಲೇ ವಕೀಲ ದೇವರಾಜೇಗೌಡ ಪೊಲೀಸರ ವಶಕ್ಕೆ: [124, 406, 448, 421]
article-ujjini-headline[interactable]: ಉಜ್ಜಿನಿ ಗ್ರಾಮದ ಜಾತ್ರೋತ್ಸವ: ಮದ್ಯ ಮಾರಾಟ ನಿಷೇಧ: [555, 398, 735, 430]
byline: ಬದಲಾವಣೆ ಸುದ್ದಿ: [62, 739, 106, 748]
byline: ಬದಲಾವಣೆ ಸುದ್ದಿ: [223, 1019, 267, 1028]
article-tiwari-headline[interactable]: ದೇಶವನ್ನು ಜನಾಂಗದ ಆಧಾರದ ಮೇಲೆ ಒಡೆಯಲು ಕಾಂಗ್ರೆಸ್ ಯತ್ನ: ಘನಶ್ಯಾಮ ತಿವಾರಿ: [766, 113, 912, 161]
paper-name: Badalavane Daily: [745, 24, 861, 40]
article-body: ಕಾಣೆ ಆಗಿಲ್ಲ. ಮೂರು ದಿನ ರಜೆ ಇರುವುದರಿಂದ ದೇವಾಲಯಕ್ಕೆ ಹೋಗುತ್ತಿದ್ದೇನೆ. ಕಾಣೆ ಆಗುವ ಪರಿಸ್ಥಿತಿ ನನಗೆ ಬಂದಿಲ್ಲ. ಕುಟುಂಬ ಸಮೇತ ದೇವಸ್ಥಾನಕ್ಕೆ ತೆರಳಿದ್ದೇನೆ. ಆಗಾಗಿ ಯಾರೂ ಆತಂಕ ಪಡುವ ಅಗತ್ಯವಿಲ್ಲ ಎಂದು ಹೇಳಿದ್ದಾರೆ. ಇನ್ನು ಇದೇ ವೇಳೆ ಹಾಸನ ಅಶ್ಲೀಲ ವಿಡಿಯೋ ಪ್ರಕರಣದ ಸಂಬಂಧ ಅಜ್ಞಾತ ಸ್ಥಳದಿಂದ ದೇವರಾಜೇಗೌಡ ಮೂರು ಆಡಿಯೊ ಕ್ಲಿಪ್ ಬಿಡುಗಡೆ ಮಾಡಿದ್ದಾರೆ. ಮಾಜಿ ಸಂಸದ ಶಿವರಾಮೇಗೌಡ ಜತೆ ಮಾತನಾಡಿರುವ ಎನ್ನಲಾದ ಎರಡು ಆಡಿಯೊ ತುಣುಕು ವೈರಲ್ ಆಗಿದೆ.: [374, 439, 532, 535]
registration-mark-black: [866, 1461, 872, 1465]
column-rule: [745, 572, 943, 574]
article-air-india-headline[interactable]: ಏರ್ ಇಂಡಿಯಾ: ಹಾರದ 75 ವಿಮಾನ; ಇಂದು 50 ವಿಮಾನಗಳ ಹಾರಾಟ ಅನುಮಾನ: [504, 109, 692, 145]
article-air-india: [460, 104, 740, 386]
masthead-phone: 9483468333: [764, 64, 842, 80]
article-body: ಜೈಪುರ: ಕಾಂಗ್ರೆಸ್ ಮುಖಂಡ ಸ್ಯಾಮ್ ಪಿತ್ರೋಡಾ ಅವರು ನೀಡಿರುವ 'ಜನಾಂಗೀಯ ದ್ವೇಷ'ದ ಹೇಳಿಕೆಗಳನ್ನು ಖಂಡಿಸಿರುವ ಬಿಜೆಪಿ ಹಿರಿಯ ನಾಯಕ ಘನಶ್ಯಾಮ ತಿವಾರಿ, ಜನಾಂಗದ ಆಧಾರದ ಮೇಲೆ ದೇಶವನ್ನು ಒಡೆಯಲು ಕಾಂಗ್ರೆಸ್ ಬಯಸುತ್ತಿದೆ ಎಂದು ವಾಗ್ದಾಳಿ ನಡೆಸಿದ್ದಾರೆ. ಈ ಕುರಿತು ಸುದ್ದಿಗಾರರೊಂದಿಗೆ ಮಾತನಾಡಿದ ತಿವಾರಿ, 'ದೇಶದ ಜನರ ಭಾವನೆಗಳಿಗೆ ಧಕ್ಕೆ ತರುವ ಹೇಳಿಕೆ ನೀಡುವ ಮೂಲಕ ಕಾಂಗ್ರೆಸ್ ದೇಶವನ್ನು ವಿಭಜಿಸಲು ಯತ್ನಿಸುತ್ತಿದೆ. ಕಾಂಗ್ರೆಸ್ ಪರಿಗಣಿಸುತ್ತದೆ ಹಾಗೂ ಪಕ್ಷವು ಹಿಂದೂ ಸಂಸ್ಕೃತಿಗೆ ವಿರುದ್ಧವಾಗಿದೆ' ಎಂದು ಆಕ್ರೋಶ ವ್ಯಕ್ತಪಡಿಸಿದ್ದಾರೆ. ನಿಯತಕಾಲಿಕೆಯ ಪಾಡ್‌ಕಾಸ್ಟ್‌ವೊಂದಕ್ಕೆ ನೀಡಿದ ಸಂದರ್ಶನದಲ್ಲಿ ಭಾರತದ ವೈವಿಧ್ಯವನ್ನು ವಿವರಿಸುವಾಗ, 'ದೇಶದ ಪೂರ್ವ ಭಾಗದ ಜನರು ಚೀನಿಯರಂತೆ ಕಾಣುತ್ತಾರೆ, ಪಶ್ಚಿಮದ ರಾಜ್ಯಗಳವರು ಅರಬ್ಬರಂತೆ, ಉತ್ತರ ಭಾಗದವರು ಬಿಳಿಯರಂತೆ ಕಾಣುತ್ತಾರೆ' ಎಂದು ಪಿತ್ರೋಡಾ ಹೇಳಿದ್ದರು.: [754, 183, 924, 352]
article-body: ಮಂಗಳೂರು: ಬಿಜೆಪಿ ಮುಖಂಡ ಪ್ರವೀಣ್ ನೆಟ್ಟಾರು ಹತ್ಯೆ ಪ್ರಕರಣಕ್ಕೆ ಸಂಬಂಧಿಸಿದಂತೆ ಪ್ರಮುಖ ಆರೋಪಿಯನ್ನು ರಾಷ್ಟ್ರೀಯ ತನಿಖಾ ಸಂಸ್ಥೆ ಅಧಿಕಾರಿಗಳು ಬಂಧನಕ್ಕೊಳಪಡಿಸಿದ್ದಾರೆಂದು ಶುಕ್ರವಾರ ತಿಳಿದುಬಂದಿದೆ. ಮುಸ್ತಫಾ ಪೈಚಾರ್ ಬಂಧಿತ ಆರೋಪಿ. ಶುಕ್ರವಾರ ಬೆಳಗ್ಗೆ ಹಾಸನ ಜಿಲ್ಲೆ ಸಕಲೇಶಪುರದ ಆನೆಮಹಲ್ ಆನೆಮಹಲ್ ಬಳಿ ಬಂಧಿಸಲಾಗಿದೆ ಎಂದು ರಾಷ್ಟ್ರೀಯ ತನಿಖಾ ದಳ ಮೂಲಗಳು ತಿಳಿಸಿವೆ. ಆರೋಪಿಯನ್ನು ಅಧಿಕಾರಿಗಳು ಬೆಂಗಳೂರು ಎನ್‌ಐಎ ಕಚೇರಿಗೆ: [190, 1279, 330, 1387]
masthead-email[interactable]: badalavanedailykoppal@gmail.com: [684, 44, 922, 60]
article-body: ವಿಚಾರವಾದಿಗಳನ್ನು ಗುರಿಯಾಗಿಸಿ ದಾಳಿ ನಡೆಸಿ ಕೊಲೆಗಳು ನಡೆದಿದ್ದವು. 2015ರ ಫೆಬ್ರವರಿಯಲ್ಲಿ ಗೋವಿಂದ್ ಪನ್ಸಾರೆ, ಅದೇ ವರ್ಷದ ಆಗಸ್ಟ್‌ನಲ್ಲಿ ಕರ್ನಾಟಕದ ಸಂಶೋಧಕ ಎಂಎಂ ಕಲಬುರ್ಗಿ ಹಾಗೂ 2017ರ ಸೆಪ್ಟೆಂಬರ್‌ನಲ್ಲಿ ಬೆಂಗಳೂರಿನಲ್ಲಿ ಮನೆಯ ಹೊರಗೆ ಪತ್ರಕರ್ತೆ ಗೌರಿ ಲಂಕೇಶ್ ಅವರ ಹತ್ಯೆ ಪ್ರಕರಣಗಳಿಗೆ ಸಾಮ್ಯತೆ ಇದ್ದು, ಒಂದೇ ಸಂಘಟನೆಯವರ ಕೈವಾಡ ಇವುಗಳಲ್ಲಿ ಇವೆ ಎಂದು ಆರೋಪಿಸಲಾಗಿತ್ತು. ದಾಭೋಲ್ಕರ್ ಅವರ ಹತ್ಯೆ ಪ್ರಕರಣದ ತನಿಖೆಯನ್ನು ಆರಂಭದಲ್ಲಿ ಪುಣೆ ಪೊಲೀಸರು ನಡೆಸಿದ್ದರು. ಆದರೆ, 2014ರಲ್ಲಿ ಬಾಂಬೆ ಹೈಕೋರ್ಟ್ ಆದೇಶದ ಬಳಿಕ ಕೇಂದ್ರ ತನಿಖಾ ದಳ (ಸಿಬಿಐ) ಪ್ರಕರಣದ ತನಿಖೆಯನ್ನು ವಹಿಸಿಕೊಂಡಿತ್ತು. 2016ರ: [448, 1019, 576, 1176]
byline: ಬದಲಾವಣೆ ಸುದ್ದಿ: [470, 695, 514, 704]
air-india-plane-photo: [602, 154, 678, 190]
registration-mark-cyan: [890, 1461, 896, 1465]
